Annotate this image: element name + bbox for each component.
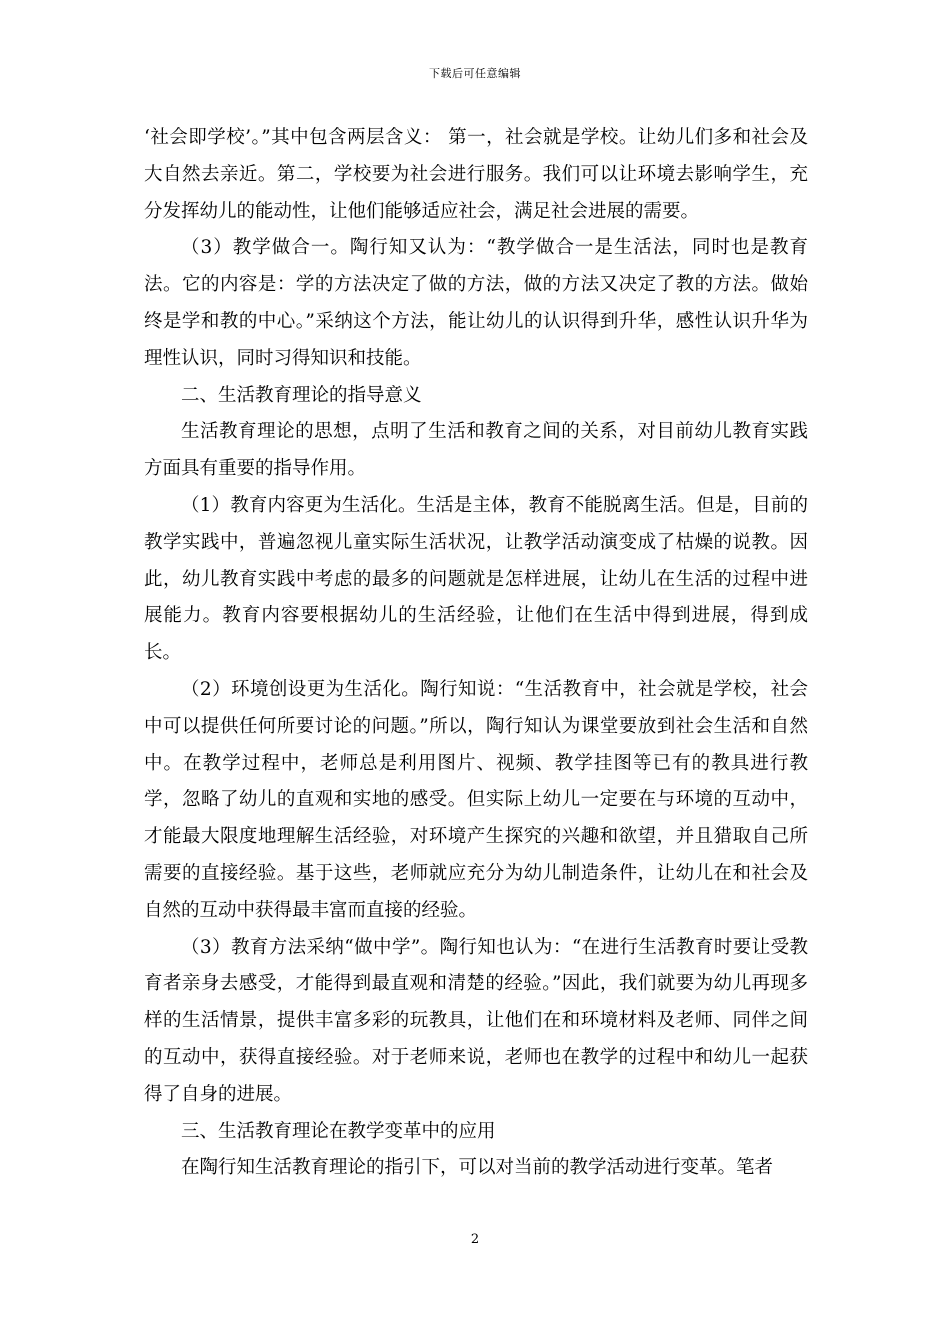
paragraph-content-life: （1）教育内容更为生活化。生活是主体，教育不能脱离生活。但是，目前的教学实践中，普遍忽视儿童实际生活状况，让教学活动演变成了枯燥的说教。因此，幼儿教育实践中考虑的最多的问题就是怎样进展，让幼儿在生活的过程中进展能力。教育内容要根据幼儿的生活经验，让他们在生活中得到进展，得到成长。 <box>144 494 808 664</box>
paragraph-guidance-intro: 生活教育理论的思想，点明了生活和教育之间的关系，对目前幼儿教育实践方面具有重要的指导作用。 <box>144 421 808 480</box>
paragraph-environment-life: （2）环境创设更为生活化。陶行知说：“生活教育中，社会就是学校，社会中可以提供任何所要讨论的问题。”所以，陶行知认为课堂要放到社会生活和自然中。在教学过程中，老师总是利用图片、视频、教学挂图等已有的教具进行教学，忽略了幼儿的直观和实地的感受。但实际上幼儿一定要在与环境的互动中，才能最大限度地理解生活经验，对环境产生探究的兴趣和欲望，并且猎取自己所需要的直接经验。基于这些，老师就应充分为幼儿制造条件，让幼儿在和社会及自然的互动中获得最丰富而直接的经验。 <box>144 678 808 921</box>
paragraph-continuation: ‘社会即学校’。”其中包含两层含义： 第一，社会就是学校。让幼儿们多和社会及大自然去亲近。第二，学校要为社会进行服务。我们可以让环境去影响学生，充分发挥幼儿的能动性，让他们能够适应社会，满足社会进展的需要。 <box>144 127 808 222</box>
document-body <box>144 120 808 1187</box>
section-heading-application: 三、生活教育理论在教学变革中的应用 <box>181 1120 496 1142</box>
paragraph-application-intro: 在陶行知生活教育理论的指引下，可以对当前的教学活动进行变革。笔者 <box>181 1157 774 1179</box>
section-heading-guidance-significance: 二、生活教育理论的指导意义 <box>181 384 422 406</box>
paragraph-teaching-integration: （3）教学做合一。陶行知又认为：“教学做合一是生活法，同时也是教育法。它的内容是：学的方法决定了做的方法，做的方法又决定了教的方法。做始终是学和教的中心。”采纳这个方法，能让幼儿的认识得到升华，感性认识升华为理性认识，同时习得知识和技能。 <box>144 237 808 369</box>
page-header: 下载后可任意编辑 <box>429 67 521 80</box>
page-number: 2 <box>470 1232 480 1247</box>
paragraph-learning-by-doing: （3）教育方法采纳“做中学”。陶行知也认为：“在进行生活教育时要让受教育者亲身去感受，才能得到最直观和清楚的经验。”因此，我们就要为幼儿再现多样的生活情景，提供丰富多彩的玩教具，让他们在和环境材料及老师、同伴之间的互动中，获得直接经验。对于老师来说，老师也在教学的过程中和幼儿一起获得了自身的进展。 <box>144 936 808 1105</box>
